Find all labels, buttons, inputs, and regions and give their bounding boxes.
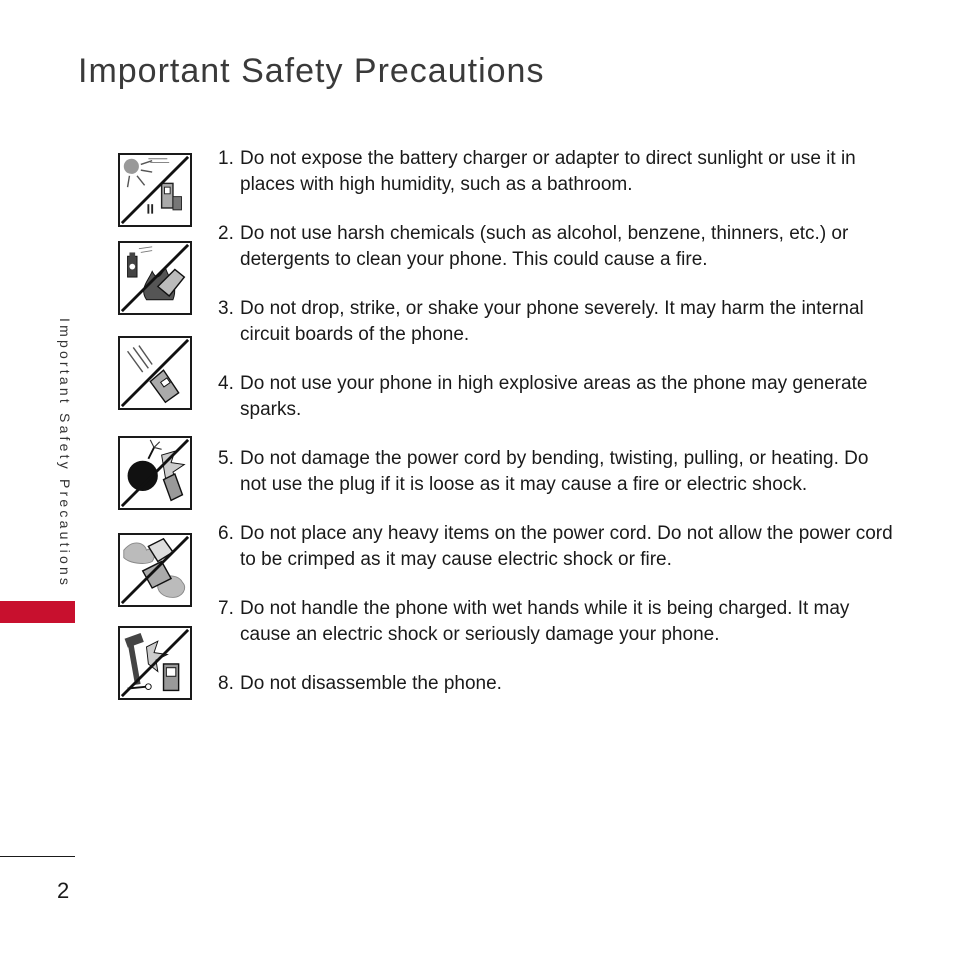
footer-rule: [0, 856, 75, 857]
list-item: [218, 446, 898, 498]
list-item: [218, 371, 898, 423]
list-item: [218, 296, 898, 348]
item-text: Do not expose the battery charger or adapter to direct sunlight or use it in places with high humidity, such as a bathroom.: [240, 148, 856, 195]
list-item: [218, 146, 898, 198]
list-item: [218, 521, 898, 573]
item-text: Do not use your phone in high explosive areas as the phone may generate sparks.: [240, 373, 868, 420]
disassemble-warning-icon: [118, 626, 192, 700]
item-text: Do not drop, strike, or shake your phone severely. It may harm the internal circuit boards of the phone.: [240, 298, 864, 345]
item-number: 7.: [218, 598, 234, 619]
item-number: 6.: [218, 523, 234, 544]
item-number: 4.: [218, 373, 234, 394]
side-accent-tab: [0, 601, 75, 623]
sunlight-humidity-warning-icon: [118, 153, 192, 227]
item-number: 5.: [218, 448, 234, 469]
chemical-fire-warning-icon: [118, 241, 192, 315]
page-title: Important Safety Precautions: [78, 52, 545, 90]
item-number: 2.: [218, 223, 234, 244]
drop-impact-warning-icon: [118, 336, 192, 410]
item-number: 3.: [218, 298, 234, 319]
item-text: Do not damage the power cord by bending, twisting, pulling, or heating. Do not use the plug if it is loose as it may cause a fire or electric shock.: [240, 448, 869, 495]
side-section-label: Important Safety Precautions: [57, 318, 73, 589]
item-number: 1.: [218, 148, 234, 169]
heavy-object-warning-icon: [118, 533, 192, 607]
page-number: 2: [57, 878, 70, 903]
list-item: [218, 671, 898, 697]
list-item: [218, 221, 898, 273]
item-text: Do not disassemble the phone.: [240, 673, 502, 694]
item-text: Do not use harsh chemicals (such as alcohol, benzene, thinners, etc.) or detergents to clean your phone. This could cause a fire.: [240, 223, 849, 270]
precautions-list: [218, 146, 898, 720]
item-text: Do not handle the phone with wet hands while it is being charged. It may cause an electric shock or seriously damage your phone.: [240, 598, 850, 645]
list-item: [218, 596, 898, 648]
item-text: Do not place any heavy items on the power cord. Do not allow the power cord to be crimped as it may cause electric shock or fire.: [240, 523, 893, 570]
explosive-area-warning-icon: [118, 436, 192, 510]
item-number: 8.: [218, 673, 234, 694]
